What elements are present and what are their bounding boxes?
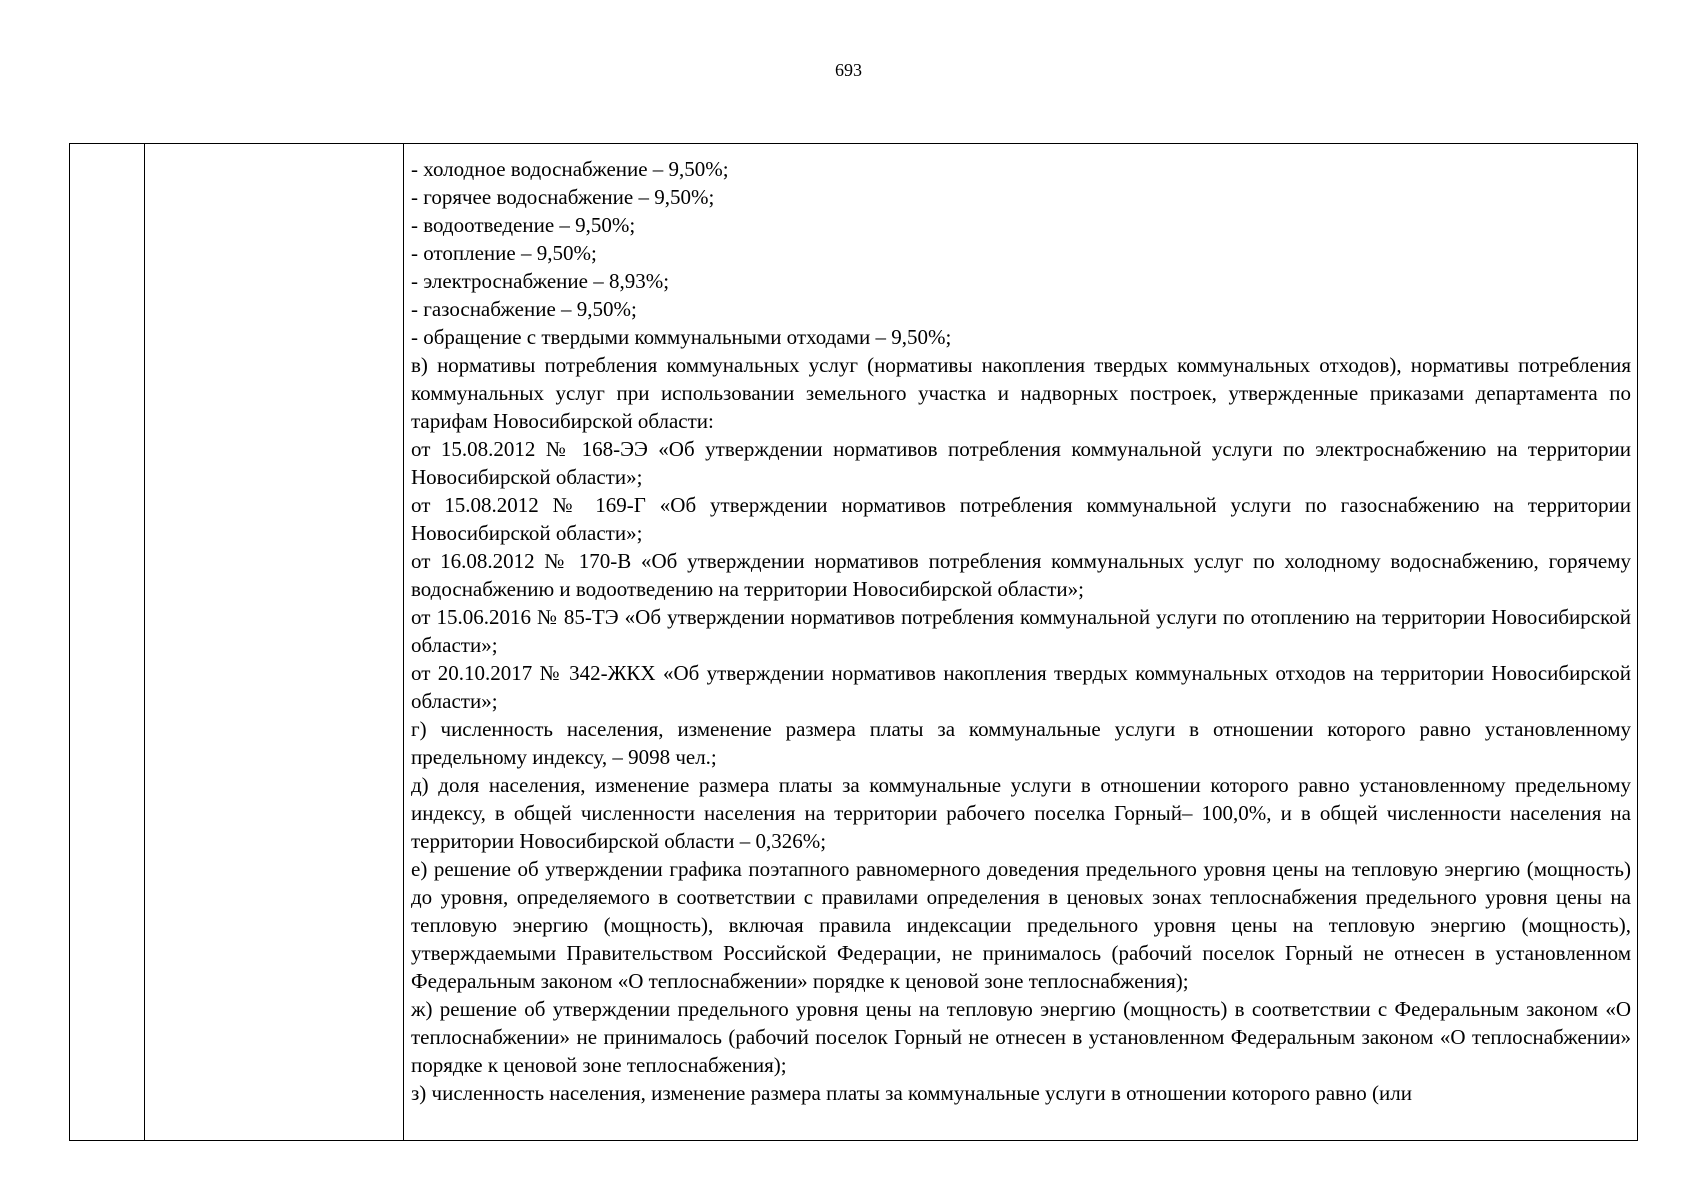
- paragraph-order-342: от 20.10.2017 № 342-ЖКХ «Об утверждении нормативов накопления твердых коммунальных отходов на территории Новосибирской области»;: [411, 661, 1631, 713]
- table-cell-title: [145, 144, 404, 1141]
- list-item: - электроснабжение – 8,93%;: [411, 269, 670, 293]
- list-item: - водоотведение – 9,50%;: [411, 213, 636, 237]
- paragraph-item-zh: ж) решение об утверждении предельного уровня цены на тепловую энергию (мощность) в соответствии с Федеральным законом «О теплоснабжении» не принималось (рабочий поселок Горный не отнесен в установленном Федеральным законом «О теплоснабжении» порядке к ценовой зоне теплоснабжения);: [411, 997, 1631, 1077]
- list-item: - обращение с твердыми коммунальными отходами – 9,50%;: [411, 325, 952, 349]
- paragraph-item-g: г) численность населения, изменение размера платы за коммунальные услуги в отношении которого равно установленному предельному индексу, – 9098 чел.;: [411, 717, 1631, 769]
- list-item: - отопление – 9,50%;: [411, 241, 597, 265]
- table-cell-content: [404, 144, 1638, 1141]
- list-item: - горячее водоснабжение – 9,50%;: [411, 185, 715, 209]
- table-row: [70, 144, 1638, 1141]
- page-number: 693: [835, 60, 862, 80]
- paragraph-order-170: от 16.08.2012 № 170-В «Об утверждении нормативов потребления коммунальных услуг по холодному водоснабжению, горячему водоснабжению и водоотведению на территории Новосибирской области»;: [411, 549, 1631, 601]
- paragraph-order-168: от 15.08.2012 № 168-ЭЭ «Об утверждении нормативов потребления коммунальной услуги по электроснабжению на территории Новосибирской области»;: [411, 437, 1631, 489]
- paragraph-item-v: в) нормативы потребления коммунальных услуг (нормативы накопления твердых коммунальных отходов), нормативы потребления коммунальных услуг при использовании земельного участка и надворных построек, утвержденные приказами департамента по тарифам Новосибирской области:: [411, 353, 1631, 433]
- cell-text: [404, 144, 1637, 1107]
- paragraph-order-169: от 15.08.2012 № 169-Г «Об утверждении нормативов потребления коммунальной услуги по газоснабжению на территории Новосибирской области»;: [411, 493, 1631, 545]
- table-cell-number: [70, 144, 145, 1141]
- paragraph-order-85: от 15.06.2016 № 85-ТЭ «Об утверждении нормативов потребления коммунальной услуги по отоплению на территории Новосибирской области»;: [411, 605, 1631, 657]
- list-item: - газоснабжение – 9,50%;: [411, 297, 637, 321]
- list-item: - холодное водоснабжение – 9,50%;: [411, 157, 729, 181]
- paragraph-item-z: з) численность населения, изменение размера платы за коммунальные услуги в отношении которого равно (или: [411, 1081, 1412, 1105]
- paragraph-item-d: д) доля населения, изменение размера платы за коммунальные услуги в отношении которого равно установленному предельному индексу, в общей численности населения на территории рабочего поселка Горный– 100,0%, и в общей численности населения на территории Новосибирской области – 0,326%;: [411, 773, 1631, 853]
- document-table: [69, 143, 1638, 1141]
- paragraph-item-e: е) решение об утверждении графика поэтапного равномерного доведения предельного уровня цены на тепловую энергию (мощность) до уровня, определяемого в соответствии с правилами определения в ценовых зонах теплоснабжения предельного уровня цены на тепловую энергию (мощность), включая правила индексации предельного уровня цены на тепловую энергию (мощность), утверждаемыми Правительством Российской Федерации, не принималось (рабочий поселок Горный не отнесен в установленном Федеральным законом «О теплоснабжении» порядке к ценовой зоне теплоснабжения);: [411, 857, 1631, 993]
